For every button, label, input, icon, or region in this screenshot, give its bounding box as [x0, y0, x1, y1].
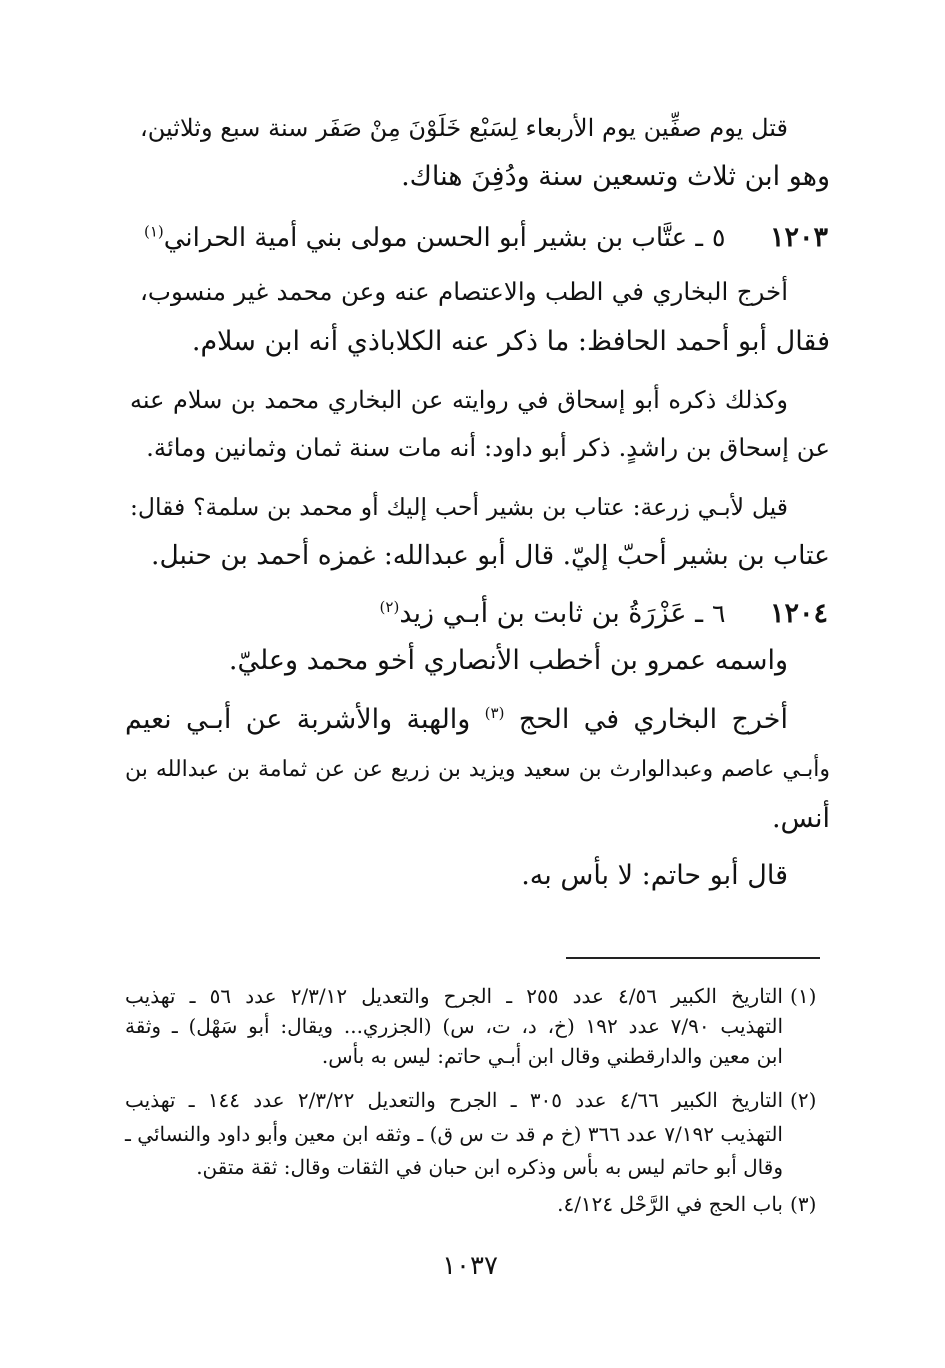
entry-number: ١٢٠٤	[770, 598, 829, 629]
body-line: وأبـي عاصم وعبدالوارث بن سعيد ويزيد بن زريع عن عن ثمامة بن عبدالله بن	[125, 757, 830, 782]
body-line: أخرج البخاري في الطب والاعتصام عنه وعن محمد غير منسوب،	[140, 277, 788, 306]
body-line: فقال أبو أحمد الحافظ: ما ذكر عنه الكلاباذي أنه ابن سلام.	[191, 326, 830, 357]
footnote-line: التاريخ الكبير ٤/٦٦ عدد ٣٠٥ ـ الجرح والتعديل ٢/٣/٢٢ عدد ١٤٤ ـ تهذيب	[125, 1088, 784, 1112]
body-line	[125, 700, 788, 740]
entry-title: ـ عتَّاب بن بشير أبو الحسن مولى بني أمية الحراني	[163, 223, 703, 253]
body-text: أخرج البخاري في الحج	[518, 704, 788, 735]
body-line: عتاب بن بشير أحبّ إليّ. قال أبو عبدالله: غمزه أحمد بن حنبل.	[151, 540, 830, 571]
entry-heading	[140, 594, 703, 634]
footnote-number: (١)	[790, 984, 817, 1008]
body-line: قتل يوم صفِّين يوم الأربعاء لِسَبْع خَلَوْنَ مِنْ صَفَر سنة سبع وثلاثين،	[140, 114, 788, 142]
entry-sequence: ٥	[712, 223, 726, 252]
footnote-line: التهذيب ٧/١٩٢ عدد ٣٦٦ (خ م قد ت س ق) ـ وثقه ابن معين وأبو داود والنسائي ـ	[125, 1122, 783, 1146]
body-line: أنس.	[771, 803, 830, 834]
footnote-number: (٢)	[790, 1088, 817, 1112]
page-number: ١٠٣٧	[442, 1251, 498, 1281]
entry-sequence: ٦	[712, 599, 726, 628]
footnote-line: ابن معين والدارقطني وقال ابن أبـي حاتم: ليس به بأس.	[321, 1044, 783, 1068]
body-line: عن إسحاق بن راشدٍ. ذكر أبو داود: أنه مات سنة ثمان وثمانين ومائة.	[146, 433, 830, 462]
body-line: واسمه عمرو بن أخطب الأنصاري أخو محمد وعليّ.	[228, 645, 788, 676]
footnote-line: باب الحج في الرَّحْل ٤/١٢٤.	[557, 1192, 783, 1216]
body-line: وهو ابن ثلاث وتسعين سنة ودُفِنَ هناك.	[401, 161, 830, 192]
body-text: والهبة والأشربة عن أبـي نعيم	[125, 704, 471, 735]
footnote-separator	[566, 957, 820, 959]
body-line: وكذلك ذكره أبو إسحاق في روايته عن البخاري محمد بن سلام عنه	[130, 386, 788, 414]
footnote-ref: (١)	[143, 222, 164, 241]
footnote-line: التاريخ الكبير ٤/٥٦ عدد ٢٥٥ ـ الجرح والتعديل ٢/٣/١٢ عدد ٥٦ ـ تهذيب	[125, 984, 783, 1008]
footnote-line: وقال أبو حاتم ليس به بأس وذكره ابن حبان في الثقات وقال: ثقة متقن.	[196, 1155, 783, 1179]
entry-heading	[140, 218, 703, 258]
footnote-number: (٣)	[790, 1192, 817, 1216]
body-line: قيل لأبـي زرعة: عتاب بن بشير أحب إليك أو محمد بن سلمة؟ فقال:	[130, 493, 788, 521]
footnote-ref: (٢)	[379, 598, 400, 616]
footnote-ref: (٣)	[484, 704, 505, 722]
body-line: قال أبو حاتم: لا بأس به.	[521, 860, 788, 891]
entry-number: ١٢٠٣	[770, 222, 829, 253]
footnote-line: التهذيب ٧/٩٠ عدد ١٩٢ (خ، د، ت، س) (الجزري... ويقال: أبو سَهْل) ـ وثقة	[125, 1014, 784, 1038]
entry-title: ـ عَزْرَةُ بن ثابت بن أبـي زيد	[399, 598, 703, 629]
